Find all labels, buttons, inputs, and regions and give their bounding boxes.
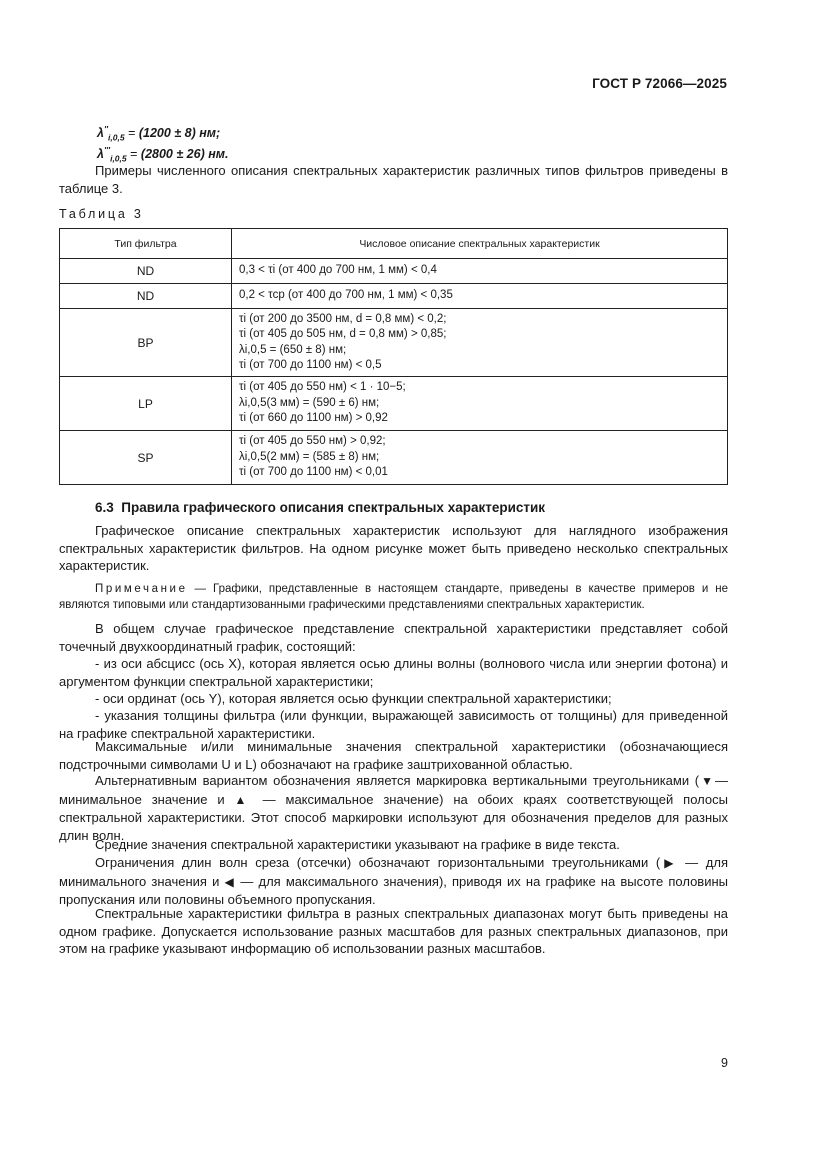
paragraph: В общем случае графическое представление спектральной характеристики представляет собой точечный двухкоординатный график, состоящий:	[59, 621, 728, 654]
section-number: 6.3	[95, 500, 114, 515]
filter-type-cell: BP	[60, 309, 232, 377]
description-cell: τi (от 405 до 550 нм) > 0,92; λi,0,5(2 мм) = (585 ± 8) нм; τi (от 700 до 1100 нм) < 0,01	[232, 431, 728, 485]
formula-value: (1200 ± 8) нм;	[138, 126, 221, 141]
list-item: - указания толщины фильтра (или функции, выражающей зависимость от толщины) для приведенной на графике спектральной характеристики.	[59, 708, 728, 741]
formula-value: (2800 ± 26) нм.	[140, 147, 229, 162]
column-header-description: Числовое описание спектральных характеристик	[232, 229, 728, 259]
column-header-type: Тип фильтра	[60, 229, 232, 259]
formula-line-2: $\lambda'''_{i,0,5} = (2800 \pm 26)$ нм.	[97, 145, 229, 164]
note-text: — Графики, представленные в настоящем стандарте, приведены в качестве примеров и не являются типовыми или стандартизованными графическими представлениями спектральных характеристик.	[59, 583, 728, 611]
paragraph: Ограничения длин волн среза (отсечки) обозначают горизонтальными треугольниками (▶ — для минимального значения и ◀ — для максимального значения), приводя их на графике на высоте половины пропускания или половины объемного пропускания.	[59, 855, 729, 908]
description-cell: 0,3 < τi (от 400 до 700 нм, 1 мм) < 0,4	[232, 259, 728, 284]
description-cell: τi (от 405 до 550 нм) < 1 · 10−5; λi,0,5(3 мм) = (590 ± 6) нм; τi (от 660 до 1100 нм) > 0,92	[232, 377, 728, 431]
table-row	[60, 309, 728, 377]
list-item: - из оси абсцисс (ось X), которая является осью длины волны (волнового числа или энергии фотона) и аргументом функции спектральной характеристики;	[59, 656, 728, 689]
page-number: 9	[721, 1056, 728, 1070]
description-cell: 0,2 < τср (от 400 до 700 нм, 1 мм) < 0,35	[232, 284, 728, 309]
table-row	[60, 431, 728, 485]
section-heading	[95, 500, 545, 515]
note-label: Примечание	[95, 583, 188, 595]
table-row	[60, 284, 728, 309]
list-item: - оси ординат (ось Y), которая является осью функции спектральной характеристики;	[95, 691, 612, 706]
filter-type-cell: LP	[60, 377, 232, 431]
formula-line-1: $\lambda''_{i,0,5} = (1200 \pm 8)$ нм;	[97, 124, 221, 143]
paragraph: Альтернативным вариантом обозначения является маркировка вертикальными треугольниками (▼— минимальное значение и ▲ — максимальное значение) на обоих краях соответствующей полосы спектральной характеристики. Этот способ маркировки используют для обозначения пределов для разных длин волн.	[59, 773, 728, 843]
lambda-symbol: $\lambda''_{i,0,5}$	[97, 124, 125, 143]
lambda-symbol: $\lambda'''_{i,0,5}$	[97, 145, 127, 164]
table-row	[60, 259, 728, 284]
section-title: Правила графического описания спектральных характеристик	[121, 500, 546, 515]
table-caption: Таблица 3	[59, 207, 144, 221]
triangle-up-icon: ▲	[234, 792, 253, 807]
triangle-left-icon: ◀	[224, 874, 236, 889]
paragraph: Графическое описание спектральных характеристик используют для наглядного изображения спектральных характеристик фильтров. На одном рисунке может быть приведено несколько спектральных характеристик.	[59, 523, 728, 574]
filter-type-cell: ND	[60, 259, 232, 284]
intro-paragraph: Примеры численного описания спектральных характеристик различных типов фильтров приведены в таблице 3.	[59, 163, 728, 196]
table-header-row	[60, 229, 728, 259]
triangle-right-icon: ▶	[660, 856, 678, 870]
filter-type-cell: ND	[60, 284, 232, 309]
description-cell: τi (от 200 до 3500 нм, d = 0,8 мм) < 0,2; τi (от 405 до 505 нм, d = 0,8 мм) > 0,85; λi,0,5 = (650 ± 8) нм; τi (от 700 до 1100 нм) < 0,5	[232, 309, 728, 377]
note-paragraph	[59, 581, 728, 613]
paragraph: Максимальные и/или минимальные значения спектральной характеристики (обозначающиеся подстрочными символами U и L) обозначают на графике заштрихованной областью.	[59, 739, 728, 772]
triangle-down-icon: ▼	[699, 774, 715, 788]
filter-type-cell: SP	[60, 431, 232, 485]
document-id-header: ГОСТ Р 72066—2025	[592, 76, 727, 91]
paragraph: Спектральные характеристики фильтра в разных спектральных диапазонах могут быть приведены на одном графике. Допускается использование разных масштабов для разных спектральных диапазонов, при этом на графике указывают информацию об использовании разных масштабов.	[59, 906, 728, 957]
paragraph: Средние значения спектральной характеристики указывают на графике в виде текста.	[95, 837, 620, 852]
spectral-table	[59, 228, 728, 485]
table-row	[60, 377, 728, 431]
